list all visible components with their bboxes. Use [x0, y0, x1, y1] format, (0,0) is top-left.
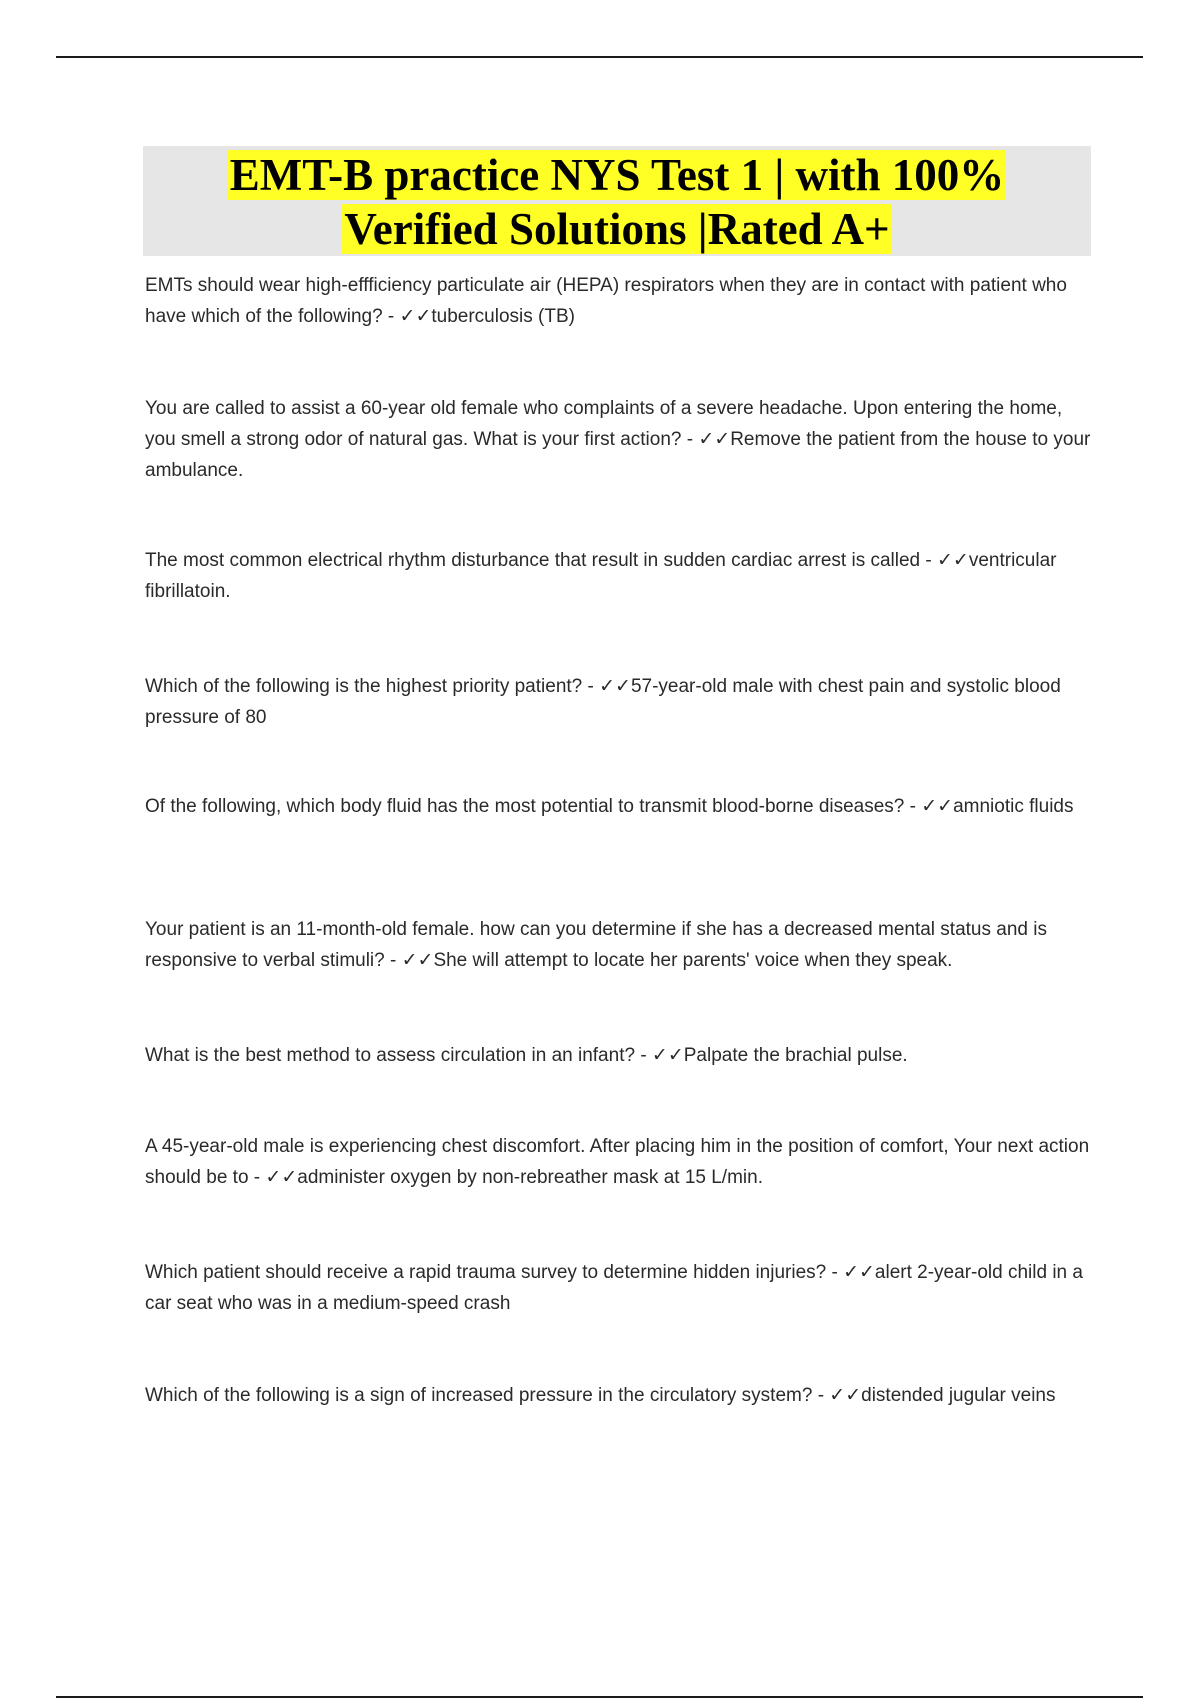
qa-item-1: EMTs should wear high-effficiency particulate air (HEPA) respirators when they are in contact with patient who have which of the following? - ✓✓tuberculosis (TB): [145, 275, 1067, 327]
qa-item-10: Which of the following is a sign of increased pressure in the circulatory system? - ✓✓distended jugular veins: [145, 1385, 1056, 1406]
qa-item-9: Which patient should receive a rapid trauma survey to determine hidden injuries? - ✓✓alert 2-year-old child in a car seat who was in a medium-speed crash: [145, 1262, 1083, 1314]
document-title: [143, 146, 1091, 256]
bottom-rule: [56, 1696, 1143, 1698]
qa-item-3: The most common electrical rhythm disturbance that result in sudden cardiac arrest is called - ✓✓ventricular fibrillatoin.: [145, 550, 1057, 602]
qa-item-2: You are called to assist a 60-year old female who complaints of a severe headache. Upon entering the home, you smell a strong odor of natural gas. What is your first action? - ✓✓Remove the patient from the house to your ambulance.: [145, 398, 1091, 481]
qa-item-6: Your patient is an 11-month-old female. how can you determine if she has a decreased mental status and is responsive to verbal stimuli? - ✓✓She will attempt to locate her parents' voice when they speak.: [145, 919, 1047, 971]
title-line-1: EMT-B practice NYS Test 1 | with 100%: [229, 150, 1005, 200]
qa-item-7: What is the best method to assess circulation in an infant? - ✓✓Palpate the brachial pulse.: [145, 1045, 908, 1066]
title-line-2: Verified Solutions |Rated A+: [344, 204, 890, 254]
qa-item-5: Of the following, which body fluid has the most potential to transmit blood-borne diseases? - ✓✓amniotic fluids: [145, 796, 1074, 817]
qa-item-8: A 45-year-old male is experiencing chest discomfort. After placing him in the position of comfort, Your next action should be to - ✓✓administer oxygen by non-rebreather mask at 15 L/min.: [145, 1136, 1090, 1188]
top-rule: [56, 56, 1143, 58]
qa-item-4: Which of the following is the highest priority patient? - ✓✓57-year-old male with chest pain and systolic blood pressure of 80: [145, 676, 1061, 728]
